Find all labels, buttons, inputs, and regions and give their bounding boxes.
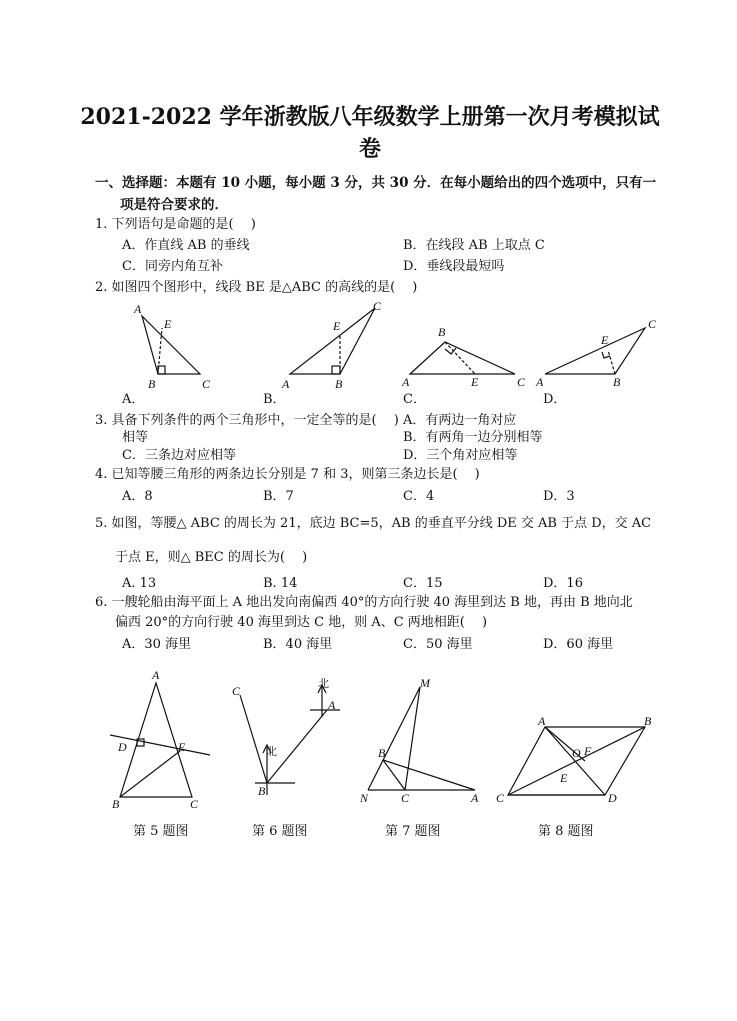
q3-option-b: B．有两角一边分别相等 bbox=[403, 430, 543, 445]
q6-option-c: C．50 海里 bbox=[403, 637, 473, 652]
fig5-label-d: D bbox=[118, 740, 127, 754]
q2c-label-a: A bbox=[402, 375, 410, 389]
figure-6 bbox=[240, 685, 340, 795]
fig5-label-e: E bbox=[178, 740, 186, 754]
q2-figures bbox=[120, 296, 700, 396]
q2d-label-c: C bbox=[648, 317, 657, 331]
figure-8 bbox=[508, 727, 645, 795]
q5-option-b: B. 14 bbox=[263, 576, 298, 591]
fig8-label-f: F bbox=[584, 744, 592, 758]
fig7-label-b: B bbox=[378, 746, 386, 760]
q2a-label-b: B bbox=[148, 377, 156, 391]
q3-option-d: D．三个角对应相等 bbox=[403, 448, 518, 463]
q3-stem: 3. 具备下列条件的两个三角形中，一定全等的是( ) A．有两边一角对应 bbox=[95, 413, 517, 428]
caption-fig5: 第 5 题图 bbox=[133, 824, 189, 839]
section-header: 一、选择题：本题有 10 小题，每小题 3 分，共 30 分．在每小题给出的四个选项中，只有一 bbox=[95, 175, 657, 191]
fig5-label-b: B bbox=[112, 797, 120, 811]
q5-option-c: C．15 bbox=[403, 576, 443, 591]
q2d-label-b: B bbox=[613, 375, 621, 389]
caption-fig6: 第 6 题图 bbox=[252, 824, 308, 839]
fig8-label-c: C bbox=[496, 791, 505, 805]
fig8-label-d: D bbox=[608, 791, 617, 805]
fig6-north-b: 北 bbox=[266, 745, 277, 758]
q2-figure-b bbox=[290, 308, 375, 374]
q6-stem: 6. 一艘轮船由海平面上 A 地出发向南偏西 40°的方向行驶 40 海里到达 B 地，再由 B 地向北 bbox=[95, 595, 633, 610]
q1-option-d: D．垂线段最短吗 bbox=[403, 259, 505, 274]
q5-stem-cont: 于点 E，则△ BEC 的周长为( ) bbox=[115, 550, 308, 565]
q4-option-b: B．7 bbox=[263, 489, 294, 504]
section-header-cont: 项是符合要求的． bbox=[120, 197, 228, 213]
q2c-label-e: E bbox=[471, 375, 479, 389]
q2b-label-a: A bbox=[282, 377, 290, 391]
q3-option-c: C．三条边对应相等 bbox=[122, 448, 236, 463]
q4-option-d: D．3 bbox=[543, 489, 575, 504]
fig5-label-c: C bbox=[190, 797, 199, 811]
fig6-label-b: B bbox=[258, 784, 266, 798]
q2c-label-c: C bbox=[517, 375, 526, 389]
fig7-label-n: N bbox=[360, 791, 369, 805]
q1-option-a: A．作直线 AB 的垂线 bbox=[122, 238, 250, 253]
bottom-figures bbox=[100, 665, 680, 815]
q6-option-b: B．40 海里 bbox=[263, 637, 333, 652]
caption-fig8: 第 8 题图 bbox=[538, 824, 594, 839]
q4-option-a: A．8 bbox=[122, 489, 153, 504]
fig8-label-o: O bbox=[572, 746, 581, 760]
q2b-label-c: C bbox=[373, 299, 382, 313]
q6-option-a: A．30 海里 bbox=[122, 637, 192, 652]
q2-option-b: B． bbox=[263, 392, 286, 407]
fig7-label-a: A bbox=[471, 791, 479, 805]
fig7-label-c: C bbox=[401, 791, 410, 805]
q2d-label-e: E bbox=[601, 333, 609, 347]
q2c-label-b: B bbox=[438, 325, 446, 339]
q2-figure-d bbox=[545, 328, 645, 374]
q2-stem: 2. 如图四个图形中，线段 BE 是△ABC 的高线的是( ) bbox=[95, 280, 418, 295]
page-title: 2021-2022 学年浙教版八年级数学上册第一次月考模拟试 bbox=[80, 104, 660, 130]
q4-stem: 4. 已知等腰三角形的两条边长分别是 7 和 3，则第三条边长是( ) bbox=[95, 467, 480, 482]
q5-stem: 5. 如图，等腰△ ABC 的周长为 21，底边 BC=5，AB 的垂直平分线 DE 交 AB 于点 D，交 AC bbox=[95, 516, 652, 531]
q2b-label-b: B bbox=[335, 377, 343, 391]
fig7-label-m: M bbox=[420, 676, 430, 690]
q6-stem-cont: 偏西 20°的方向行驶 40 海里到达 C 地，则 A、C 两地相距( ) bbox=[115, 615, 488, 630]
q4-option-c: C．4 bbox=[403, 489, 435, 504]
page-title-cont: 卷 bbox=[358, 136, 381, 162]
figure-7 bbox=[368, 687, 475, 790]
q5-option-a: A. 13 bbox=[122, 576, 157, 591]
q6-option-d: D．60 海里 bbox=[543, 637, 614, 652]
fig6-label-c: C bbox=[232, 684, 241, 698]
q2a-label-e: E bbox=[164, 317, 172, 331]
q2d-label-a: A bbox=[536, 375, 544, 389]
q2a-label-c: C bbox=[202, 377, 211, 391]
fig6-label-a: A bbox=[328, 698, 336, 712]
caption-fig7: 第 7 题图 bbox=[385, 824, 441, 839]
q1-option-c: C．同旁内角互补 bbox=[122, 259, 223, 274]
q5-option-d: D．16 bbox=[543, 576, 583, 591]
q1-option-b: B．在线段 AB 上取点 C bbox=[403, 238, 545, 253]
q1-stem: 1. 下列语句是命题的是( ) bbox=[95, 217, 256, 232]
fig5-label-a: A bbox=[152, 668, 160, 682]
q2-option-c: C． bbox=[403, 392, 426, 407]
q2-option-a: A． bbox=[122, 392, 145, 407]
q2b-label-e: E bbox=[333, 319, 341, 333]
q2a-label-a: A bbox=[134, 302, 142, 316]
q2-option-d: D． bbox=[543, 392, 567, 407]
q3-stem-cont: 相等 bbox=[122, 430, 149, 445]
fig8-label-a: A bbox=[538, 714, 546, 728]
q2-figure-c bbox=[410, 342, 515, 374]
fig8-label-b: B bbox=[644, 714, 652, 728]
fig8-label-e: E bbox=[560, 771, 568, 785]
fig6-north-a: 北 bbox=[318, 677, 329, 690]
